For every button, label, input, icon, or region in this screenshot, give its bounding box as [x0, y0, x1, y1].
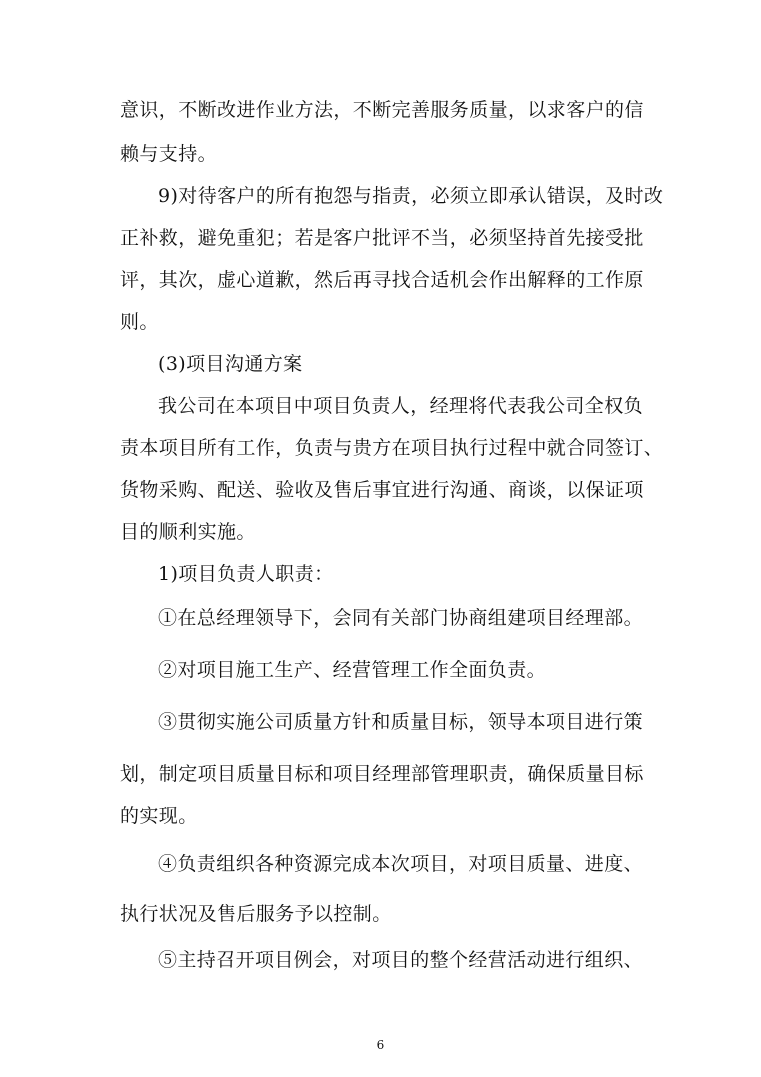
duty-item-3-line-2: 划，制定项目质量目标和项目经理部管理职责，确保质量目标	[120, 763, 644, 785]
paragraph-line-5: 评，其次，虚心道歉，然后再寻找合适机会作出解释的工作原	[120, 269, 644, 291]
subsection-heading: 1)项目负责人职责：	[158, 563, 334, 585]
page-number: 6	[376, 1038, 385, 1052]
duty-item-1: ①在总经理领导下，会同有关部门协商组建项目经理部。	[158, 607, 644, 629]
paragraph-line-10: 目的顺利实施。	[120, 521, 256, 543]
duty-item-4-line-2: 执行状况及售后服务予以控制。	[120, 903, 392, 925]
duty-item-5-line-1: ⑤主持召开项目例会，对项目的整个经营活动进行组织、	[158, 949, 644, 971]
duty-item-3-line-1: ③贯彻实施公司质量方针和质量目标，领导本项目进行策	[158, 711, 644, 733]
duty-item-4-line-1: ④负责组织各种资源完成本次项目，对项目质量、进度、	[158, 853, 644, 875]
paragraph-line-3: 9)对待客户的所有抱怨与指责，必须立即承认错误，及时改	[158, 185, 664, 207]
paragraph-line-4: 正补救，避免重犯；若是客户批评不当，必须坚持首先接受批	[120, 227, 644, 249]
paragraph-line-8: 责本项目所有工作，负责与贵方在项目执行过程中就合同签订、	[120, 437, 664, 459]
paragraph-line-2: 赖与支持。	[120, 143, 218, 165]
paragraph-line-9: 货物采购、配送、验收及售后事宜进行沟通、商谈，以保证项	[120, 479, 644, 501]
paragraph-line-7: 我公司在本项目中项目负责人，经理将代表我公司全权负	[158, 395, 644, 417]
duty-item-2: ②对项目施工生产、经营管理工作全面负责。	[158, 659, 547, 681]
section-heading: (3)项目沟通方案	[158, 353, 303, 375]
paragraph-line-1: 意识，不断改进作业方法，不断完善服务质量，以求客户的信	[120, 99, 644, 121]
duty-item-3-line-3: 的实现。	[120, 805, 198, 827]
paragraph-line-6: 则。	[120, 311, 159, 333]
